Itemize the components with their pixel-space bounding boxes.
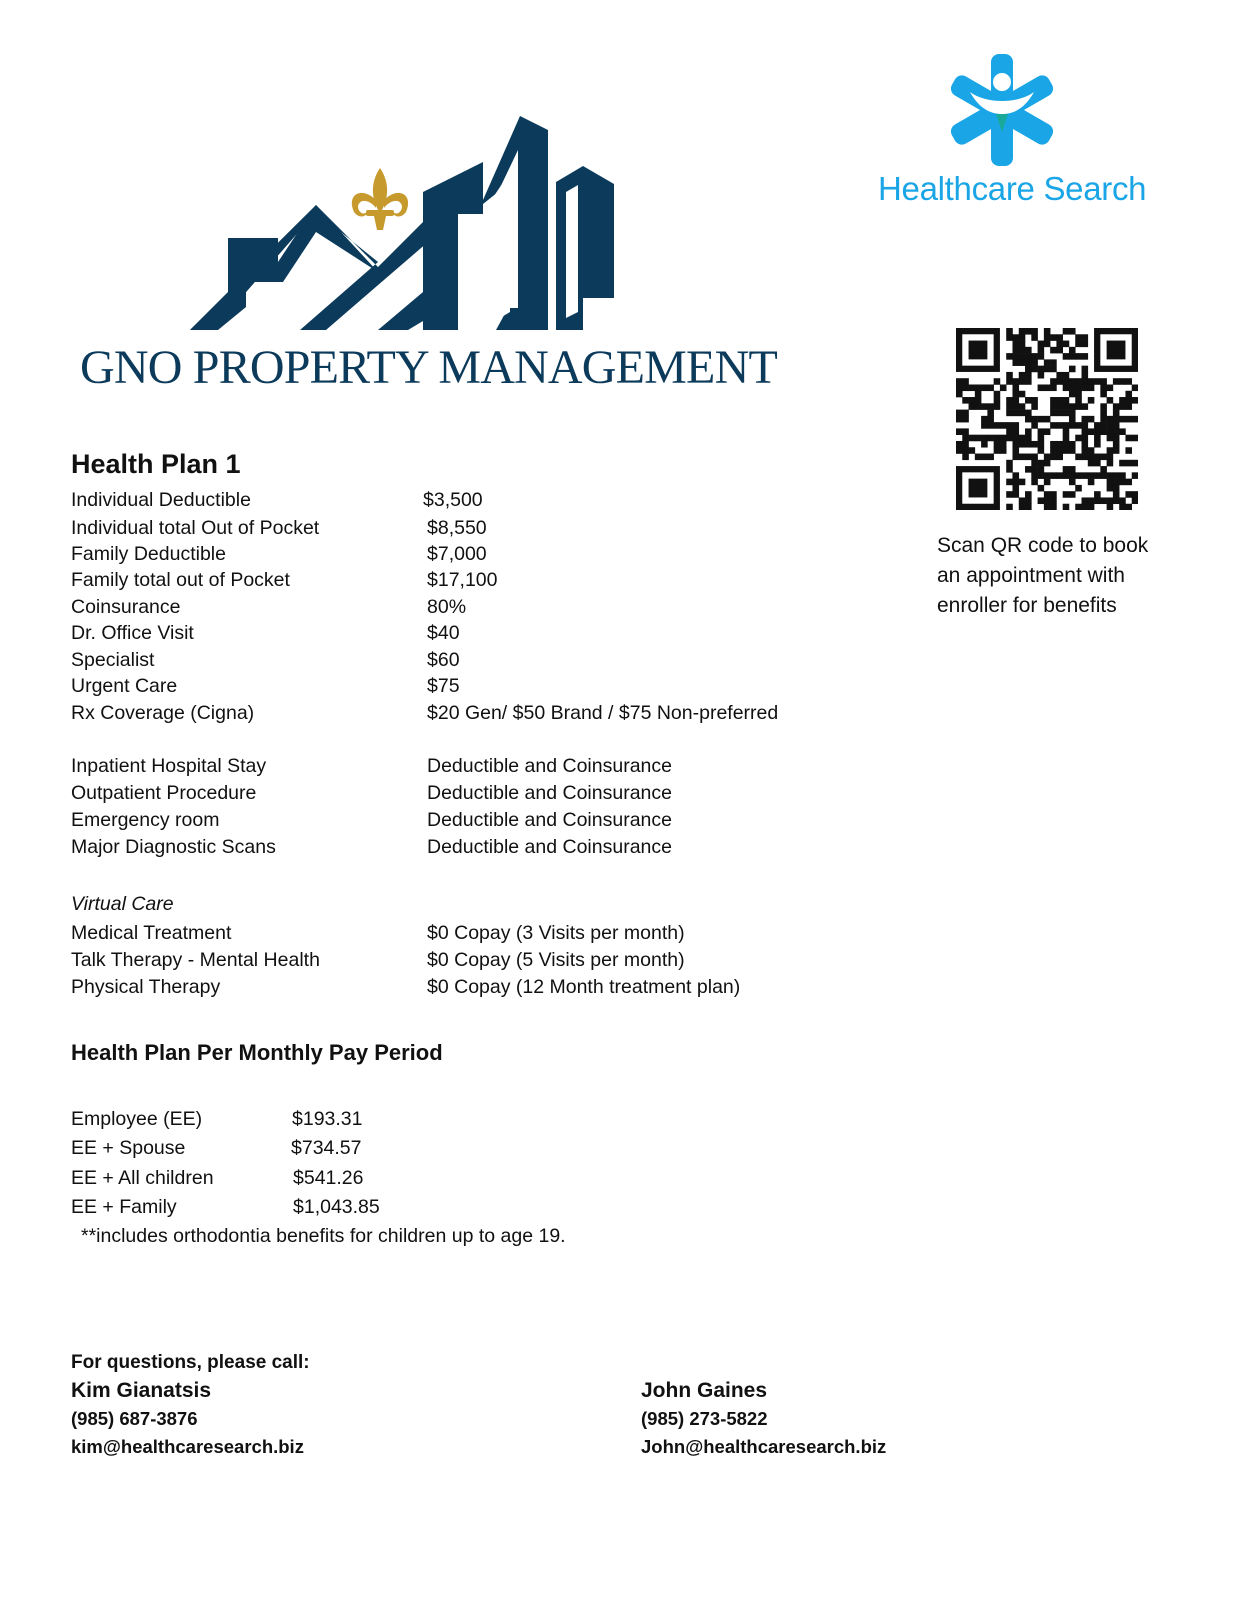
contact-name: Kim Gianatsis [71,1379,212,1402]
plan-row-label: Urgent Care [71,675,178,697]
qr-caption: Scan QR code to book an appointment with enroller for benefits [937,534,1149,617]
rate-row-value: $541.26 [293,1167,364,1189]
rate-row-value: $193.31 [292,1108,363,1130]
qr-code-icon[interactable] [956,328,1138,510]
plan-row-value: $60 [427,649,460,671]
plan-row-value: $40 [427,622,460,644]
virtual-row-value: $0 Copay (12 Month treatment plan) [427,976,741,998]
plan-row-label: Individual total Out of Pocket [71,517,320,539]
virtual-care-heading: Virtual Care [71,893,174,915]
virtual-row-label: Medical Treatment [71,922,232,944]
plan-row-label: Family Deductible [71,543,226,565]
plan-row-label: Inpatient Hospital Stay [71,755,267,777]
virtual-row-label: Talk Therapy - Mental Health [71,949,320,971]
rates-title: Health Plan Per Monthly Pay Period [71,1040,443,1065]
plan-row-label: Rx Coverage (Cigna) [71,702,255,724]
healthcare-search-logo [878,52,1148,212]
plan-row-value: $8,550 [427,517,487,539]
plan-row-value: $17,100 [427,569,498,591]
contact-email[interactable]: John@healthcaresearch.biz [641,1436,887,1457]
plan-row-label: Major Diagnostic Scans [71,836,276,858]
orthodontia-note: **includes orthodontia benefits for children up to age 19. [81,1225,566,1247]
plan-row-label: Coinsurance [71,596,181,618]
contact-card [71,1379,304,1458]
rate-row-label: EE + All children [71,1167,214,1189]
plan-row-label: Outpatient Procedure [71,782,257,804]
plan-row-value: Deductible and Coinsurance [427,782,672,804]
plan-row-label: Individual Deductible [71,489,251,511]
virtual-row-label: Physical Therapy [71,976,221,998]
plan-row-label: Family total out of Pocket [71,569,290,591]
rate-row-label: Employee (EE) [71,1108,203,1130]
contact-email[interactable]: kim@healthcaresearch.biz [71,1436,304,1457]
rate-row-value: $1,043.85 [293,1196,380,1218]
plan-row-value: Deductible and Coinsurance [427,755,672,777]
plan-row-value: $20 Gen/ $50 Brand / $75 Non-preferred [427,702,779,724]
company-name: GNO PROPERTY MANAGEMENT [80,341,777,394]
rate-row-label: EE + Family [71,1196,177,1218]
contact-name: John Gaines [641,1379,768,1402]
plan-row-value: $7,000 [427,543,487,565]
plan-title: Health Plan 1 [71,449,241,479]
gno-property-management-logo [78,112,777,397]
contact-card [641,1379,886,1458]
plan-row-value: 80% [427,596,467,618]
rate-row-label: EE + Spouse [71,1137,186,1159]
plan-row-label: Emergency room [71,809,220,831]
plan-row-label: Specialist [71,649,155,671]
plan-row-value: $75 [427,675,460,697]
contact-phone[interactable]: (985) 687-3876 [71,1408,198,1429]
rate-row-value: $734.57 [291,1137,362,1159]
partner-name: Healthcare Search [878,170,1147,207]
plan-row-value: Deductible and Coinsurance [427,836,672,858]
building-skyline-icon [78,112,728,342]
plan-row-value: Deductible and Coinsurance [427,809,672,831]
contact-phone[interactable]: (985) 273-5822 [641,1408,768,1429]
questions-label: For questions, please call: [71,1352,310,1373]
virtual-row-value: $0 Copay (3 Visits per month) [427,922,685,944]
plan-row-value: $3,500 [423,489,483,511]
virtual-row-value: $0 Copay (5 Visits per month) [427,949,685,971]
star-of-life-person-icon [878,52,1148,168]
plan-row-label: Dr. Office Visit [71,622,194,644]
